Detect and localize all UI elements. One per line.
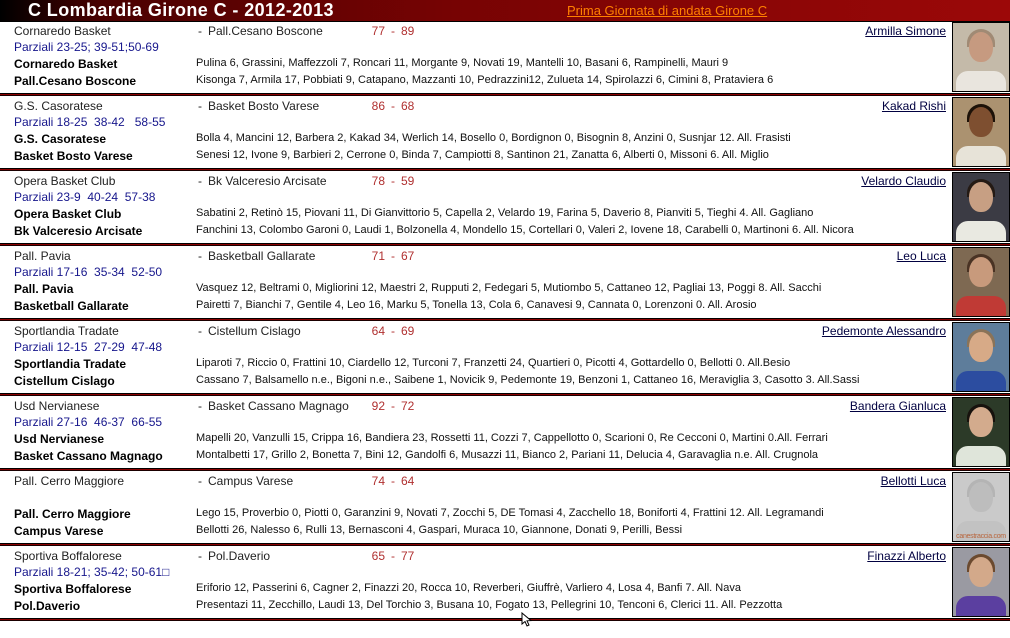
photo-face xyxy=(969,407,993,437)
away-score: 68 xyxy=(401,99,415,113)
away-score: 69 xyxy=(401,324,415,338)
away-team-bold: Pol.Daverio xyxy=(14,599,81,613)
away-roster: Bellotti 26, Nalesso 6, Rulli 13, Bernasconi 4, Gaspari, Muraca 10, Giannone, Donati 9, Perilli, Bessi xyxy=(196,524,683,536)
game-block xyxy=(0,547,1010,617)
top-player-link[interactable]: Kakad Rishi xyxy=(881,99,946,113)
away-roster: Senesi 12, Ivone 9, Barbieri 2, Cerrone 0, Binda 7, Campiotti 8, Santinon 21, Zanatta 6, Alberti 0, Missoni 6. All. Miglio xyxy=(196,149,769,161)
player-photo[interactable] xyxy=(952,322,1010,392)
home-roster: Mapelli 20, Vanzulli 15, Crippa 16, Bandiera 23, Rossetti 11, Cozzi 7, Cappellotto 0, Scarioni 0, Re Cecconi 0, Martini 0.All. Ferrari xyxy=(196,432,828,444)
home-team-name: Opera Basket Club xyxy=(14,174,116,188)
away-team-bold: Basket Cassano Magnago xyxy=(14,449,163,463)
matchup-row xyxy=(14,399,948,415)
away-roster: Kisonga 7, Armila 17, Pobbiati 9, Catapano, Mazzanti 10, Pedrazzini12, Zulueta 14, Spirolazzi 6, Cimini 8, Prataviera 6 xyxy=(196,74,774,86)
home-score: 64 xyxy=(371,324,385,338)
teams-separator: - xyxy=(198,399,202,413)
away-score: 89 xyxy=(401,24,415,38)
game-block xyxy=(0,22,1010,92)
player-photo[interactable] xyxy=(952,472,1010,542)
home-team-name: Cornaredo Basket xyxy=(14,24,111,38)
player-photo[interactable] xyxy=(952,97,1010,167)
photo-face xyxy=(969,482,993,512)
matchup-row xyxy=(14,24,948,40)
home-roster-row xyxy=(14,132,948,148)
away-score: 67 xyxy=(401,249,415,263)
block-separator xyxy=(0,543,1010,546)
away-roster: Fanchini 13, Colombo Garoni 0, Laudi 1, Bolzonella 4, Mondello 15, Cortellari 0, Valeri 2, Iovene 18, Carabelli 0, Martinoni 6. All. Nicora xyxy=(196,224,854,236)
away-team-bold: Campus Varese xyxy=(14,524,104,538)
away-score: 72 xyxy=(401,399,415,413)
final-score xyxy=(354,399,432,413)
home-roster: Liparoti 7, Riccio 0, Frattini 10, Ciardello 12, Turconi 7, Franzetti 24, Quartieri 0, Picotti 4, Gottardello 0, Bellotti 0. All.Besio xyxy=(196,357,791,369)
home-roster: Sabatini 2, Retinò 15, Piovani 11, Di Gianvittorio 5, Capella 2, Velardo 19, Farina 5, Daverio 8, Pianviti 5, Tieghi 4. All. Gagliano xyxy=(196,207,814,219)
player-photo[interactable] xyxy=(952,247,1010,317)
home-score: 74 xyxy=(371,474,385,488)
home-score: 71 xyxy=(371,249,385,263)
away-roster-row xyxy=(14,524,948,540)
score-dash: - xyxy=(391,24,395,38)
teams-separator: - xyxy=(198,99,202,113)
away-team-bold: Cistellum Cislago xyxy=(14,374,115,388)
away-roster-row xyxy=(14,374,948,390)
photo-watermark: canestraccia.com xyxy=(956,533,1006,540)
home-team-name: Sportlandia Tradate xyxy=(14,324,119,338)
photo-face xyxy=(969,557,993,587)
player-photo[interactable] xyxy=(952,22,1010,92)
game-block xyxy=(0,172,1010,242)
partial-scores: Parziali 12-15 27-29 47-48 xyxy=(14,340,163,354)
home-roster: Eriforio 12, Passerini 6, Cagner 2, Finazzi 20, Rocca 10, Reverberi, Giuffrè, Varliero 4, Losa 4, Banfi 7. All. Nava xyxy=(196,582,741,594)
score-dash: - xyxy=(391,174,395,188)
away-team-bold: Pall.Cesano Boscone xyxy=(14,74,137,88)
home-score: 86 xyxy=(371,99,385,113)
teams-separator: - xyxy=(198,474,202,488)
photo-face xyxy=(969,332,993,362)
game-block xyxy=(0,322,1010,392)
player-photo[interactable] xyxy=(952,397,1010,467)
away-roster-row xyxy=(14,599,948,615)
home-roster: Pulina 6, Grassini, Maffezzoli 7, Roncari 11, Morgante 9, Novati 19, Mantelli 10, Basani 6, Rampinelli, Mauri 9 xyxy=(196,57,729,69)
block-separator xyxy=(0,618,1010,621)
photo-jersey xyxy=(956,371,1006,392)
away-score: 64 xyxy=(401,474,415,488)
photo-jersey xyxy=(956,446,1006,467)
photo-jersey xyxy=(956,71,1006,92)
teams-separator: - xyxy=(198,324,202,338)
teams-separator: - xyxy=(198,24,202,38)
final-score xyxy=(354,24,432,38)
partial-scores: Parziali 17-16 35-34 52-50 xyxy=(14,265,163,279)
block-separator xyxy=(0,93,1010,96)
home-team-bold: Cornaredo Basket xyxy=(14,57,118,71)
top-player-link[interactable]: Armilla Simone xyxy=(865,24,946,38)
player-photo[interactable] xyxy=(952,547,1010,617)
page-title: C Lombardia Girone C - 2012-2013 xyxy=(28,0,334,20)
matchup-row xyxy=(14,174,948,190)
photo-face xyxy=(969,257,993,287)
home-roster-row xyxy=(14,207,948,223)
partial-scores: Parziali 18-21; 35-42; 50-61□ xyxy=(14,565,170,579)
away-team-name: Pall.Cesano Boscone xyxy=(208,24,323,38)
matchup-row xyxy=(14,324,948,340)
home-team-name: Sportiva Boffalorese xyxy=(14,549,122,563)
away-roster-row xyxy=(14,149,948,165)
final-score xyxy=(354,174,432,188)
partial-scores xyxy=(14,490,948,506)
block-separator xyxy=(0,468,1010,471)
home-roster: Bolla 4, Mancini 12, Barbera 2, Kakad 34, Werlich 14, Bosello 0, Bordignon 0, Bisognin 8, Anzini 0, Susnjar 12. All. Frasisti xyxy=(196,132,791,144)
away-roster: Montalbetti 17, Grillo 2, Bonetta 7, Bini 12, Gandolfi 6, Musazzi 11, Bianco 2, Pariani 11, Delucia 4, Garavaglia n.e. All. Crugnola xyxy=(196,449,819,461)
photo-face xyxy=(969,32,993,62)
top-player-link[interactable]: Pedemonte Alessandro xyxy=(821,324,946,338)
photo-face xyxy=(969,107,993,137)
home-roster-row xyxy=(14,282,948,298)
away-team-name: Cistellum Cislago xyxy=(208,324,301,338)
away-team-name: Bk Valceresio Arcisate xyxy=(208,174,327,188)
home-team-bold: Opera Basket Club xyxy=(14,207,122,221)
partial-scores: Parziali 18-25 38-42 58-55 xyxy=(14,115,166,129)
score-dash: - xyxy=(391,474,395,488)
away-roster: Presentazi 11, Zecchillo, Laudi 13, Del Torchio 3, Busana 10, Fogato 13, Pellegrini 10, Tenconi 6, Clerici 11. All. Pezzotta xyxy=(196,599,783,611)
home-team-bold: Sportlandia Tradate xyxy=(14,357,127,371)
away-team-bold: Basket Bosto Varese xyxy=(14,149,133,163)
partial-scores: Parziali 23-9 40-24 57-38 xyxy=(14,190,156,204)
away-roster-row xyxy=(14,299,948,315)
away-team-name: Pol.Daverio xyxy=(208,549,271,563)
home-roster-row xyxy=(14,357,948,373)
page-header xyxy=(0,0,1010,22)
away-roster-row xyxy=(14,449,948,465)
home-team-name: Usd Nervianese xyxy=(14,399,100,413)
block-separator xyxy=(0,318,1010,321)
matchup-row xyxy=(14,549,948,565)
block-separator xyxy=(0,243,1010,246)
home-roster-row xyxy=(14,582,948,598)
top-player-link[interactable]: Velardo Claudio xyxy=(861,174,946,188)
game-block xyxy=(0,397,1010,467)
matchup-row xyxy=(14,99,948,115)
photo-face xyxy=(969,182,993,212)
home-team-bold: Sportiva Boffalorese xyxy=(14,582,132,596)
home-score: 77 xyxy=(371,24,385,38)
away-score: 59 xyxy=(401,174,415,188)
home-roster-row xyxy=(14,507,948,523)
home-score: 92 xyxy=(371,399,385,413)
away-team-bold: Basketball Gallarate xyxy=(14,299,129,313)
home-team-name: Pall. Cerro Maggiore xyxy=(14,474,125,488)
round-link[interactable]: Prima Giornata di andata Girone C xyxy=(567,3,768,18)
block-separator xyxy=(0,393,1010,396)
top-player-link[interactable]: Finazzi Alberto xyxy=(867,549,946,563)
matchup-row xyxy=(14,249,948,265)
photo-jersey xyxy=(956,221,1006,242)
matchup-row xyxy=(14,474,948,490)
home-team-name: G.S. Casoratese xyxy=(14,99,103,113)
away-team-name: Campus Varese xyxy=(208,474,294,488)
game-block xyxy=(0,247,1010,317)
block-separator xyxy=(0,168,1010,171)
score-dash: - xyxy=(391,99,395,113)
home-roster-row xyxy=(14,432,948,448)
away-team-name: Basket Cassano Magnago xyxy=(208,399,349,413)
final-score xyxy=(354,474,432,488)
top-player-link[interactable]: Leo Luca xyxy=(896,249,946,263)
game-block xyxy=(0,97,1010,167)
top-player-link[interactable]: Bellotti Luca xyxy=(880,474,946,488)
away-roster-row xyxy=(14,224,948,240)
teams-separator: - xyxy=(198,249,202,263)
away-roster: Pairetti 7, Bianchi 7, Gentile 4, Leo 16, Marku 5, Tonella 13, Cola 6, Canavesi 9, Cannata 0, Lorenzoni 0. All. Arosio xyxy=(196,299,757,311)
away-team-name: Basketball Gallarate xyxy=(208,249,316,263)
partial-scores: Parziali 23-25; 39-51;50-69 xyxy=(14,40,159,54)
score-dash: - xyxy=(391,549,395,563)
home-team-bold: Usd Nervianese xyxy=(14,432,105,446)
player-photo[interactable] xyxy=(952,172,1010,242)
photo-jersey xyxy=(956,146,1006,167)
games-list xyxy=(0,22,1010,621)
mouse-cursor xyxy=(520,612,534,628)
teams-separator: - xyxy=(198,174,202,188)
home-roster: Vasquez 12, Beltrami 0, Migliorini 12, Maestri 2, Rupputi 2, Fedegari 5, Mutiombo 5, Cattaneo 12, Pagliai 13, Poggi 8. All. Sacchi xyxy=(196,282,822,294)
home-roster: Lego 15, Proverbio 0, Piotti 0, Garanzini 9, Novati 7, Zocchi 5, DE Tomasi 4, Zacchello 18, Boniforti 4, Frattini 12. All. Legramandi xyxy=(196,507,824,519)
home-score: 78 xyxy=(371,174,385,188)
away-roster: Cassano 7, Balsamello n.e., Bigoni n.e., Saibene 1, Novicik 9, Pedemonte 19, Benzoni 1, Cattaneo 16, Meraviglia 3, Casotto 3. All.Sassi xyxy=(196,374,860,386)
partial-scores: Parziali 27-16 46-37 66-55 xyxy=(14,415,163,429)
teams-separator: - xyxy=(198,549,202,563)
photo-jersey xyxy=(956,596,1006,617)
game-block xyxy=(0,472,1010,542)
away-team-name: Basket Bosto Varese xyxy=(208,99,320,113)
score-dash: - xyxy=(391,249,395,263)
final-score xyxy=(354,324,432,338)
final-score xyxy=(354,549,432,563)
away-score: 77 xyxy=(401,549,415,563)
home-team-bold: Pall. Cerro Maggiore xyxy=(14,507,131,521)
home-team-name: Pall. Pavia xyxy=(14,249,71,263)
home-score: 65 xyxy=(371,549,385,563)
home-team-bold: G.S. Casoratese xyxy=(14,132,107,146)
top-player-link[interactable]: Bandera Gianluca xyxy=(849,399,946,413)
final-score xyxy=(354,249,432,263)
photo-jersey xyxy=(956,296,1006,317)
away-roster-row xyxy=(14,74,948,90)
home-roster-row xyxy=(14,57,948,73)
final-score xyxy=(354,99,432,113)
score-dash: - xyxy=(391,399,395,413)
score-dash: - xyxy=(391,324,395,338)
away-team-bold: Bk Valceresio Arcisate xyxy=(14,224,143,238)
home-team-bold: Pall. Pavia xyxy=(14,282,74,296)
